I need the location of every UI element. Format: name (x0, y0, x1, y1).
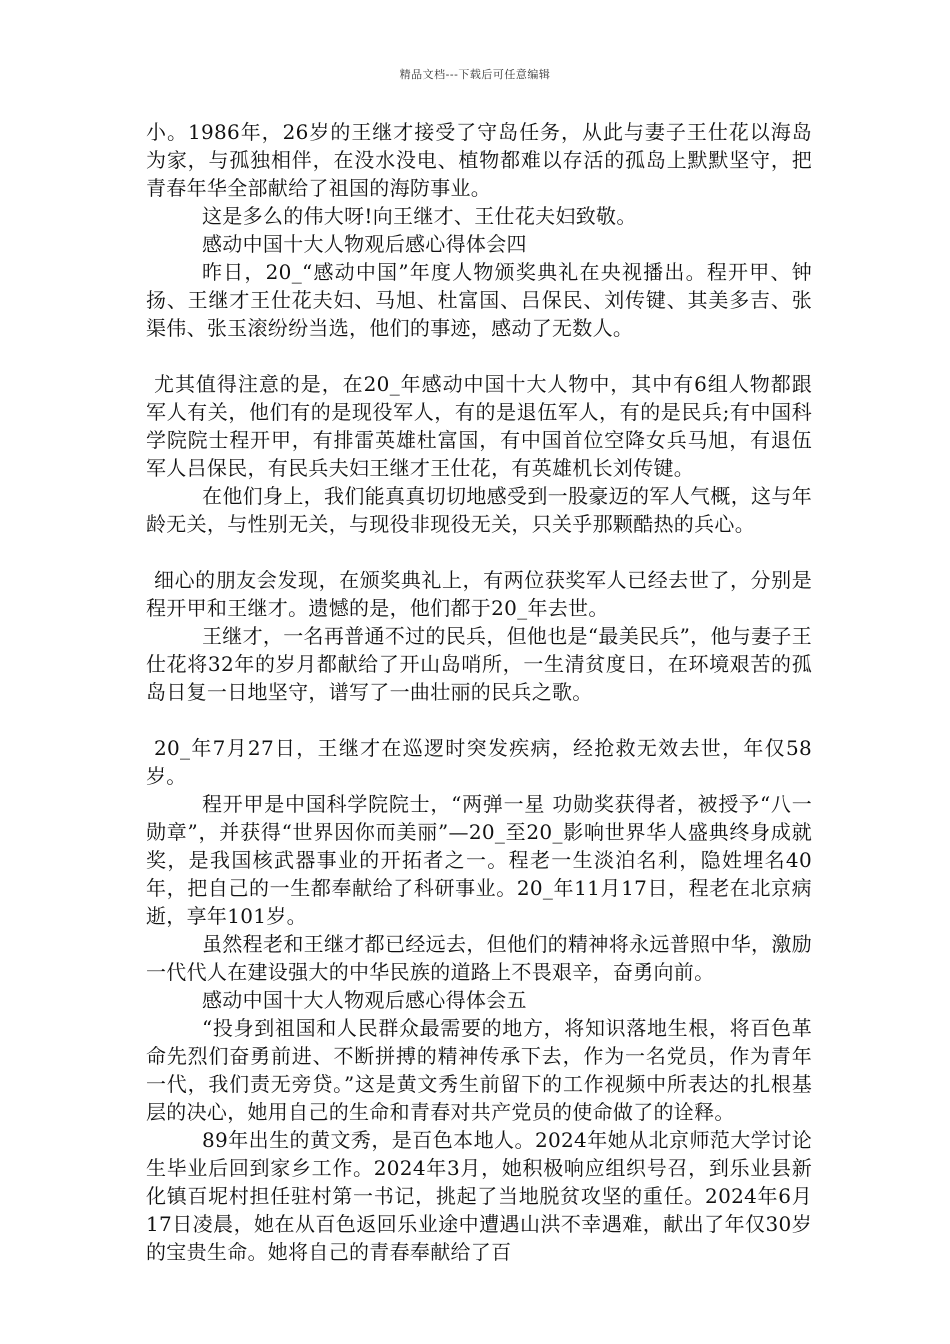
section-heading-4: 感动中国十大人物观后感心得体会四 (202, 232, 527, 256)
paragraph-10: 程开甲是中国科学院院士，“两弹一星 功勋奖获得者，被授予“八一勋章”，并获得“世界因你而美丽”—20_至20_影响世界华人盛典终身成就奖，是我国核武器事业的开拓者之一。程老一生淡泊名利，隐姓埋名40年，把自己的一生都奉献给了科研事业。20_年11月17日，程老在北京病逝，享年101岁。 (146, 792, 812, 928)
paragraph-4: 昨日，20_“感动中国”年度人物颁奖典礼在央视播出。程开甲、钟扬、王继才王仕花夫妇、马旭、杜富国、吕保民、刘传键、其美多吉、张渠伟、张玉滚纷纷当选，他们的事迹，感动了无数人。 (146, 260, 812, 340)
paragraph-5: 尤其值得注意的是，在20_年感动中国十大人物中，其中有6组人物都跟军人有关，他们有的是现役军人，有的是退伍军人，有的是民兵;有中国科学院院士程开甲，有排雷英雄杜富国，有中国首位空降女兵马旭，有退伍军人吕保民，有民兵夫妇王继才王仕花，有英雄机长刘传键。 (146, 372, 812, 480)
paragraph-13: “投身到祖国和人民群众最需要的地方，将知识落地生根，将百色革命先烈们奋勇前进、不断拼搏的精神传承下去，作为一名党员，作为青年一代，我们责无旁贷。”这是黄文秀生前留下的工作视频中所表达的扎根基层的决心，她用自己的生命和青春对共产党员的使命做了的诠释。 (146, 1016, 812, 1124)
paragraph-11: 虽然程老和王继才都已经远去，但他们的精神将永远普照中华，激励一代代人在建设强大的中华民族的道路上不畏艰辛，奋勇向前。 (146, 932, 812, 984)
section-heading-5: 感动中国十大人物观后感心得体会五 (202, 988, 527, 1012)
paragraph-2: 这是多么的伟大呀!向王继才、王仕花夫妇致敬。 (202, 204, 637, 228)
paragraph-8: 王继才，一名再普通不过的民兵，但他也是“最美民兵”，他与妻子王仕花将32年的岁月都献给了开山岛哨所，一生清贫度日，在环境艰苦的孤岛日复一日地坚守，谱写了一曲壮丽的民兵之歌。 (146, 624, 812, 704)
paragraph-1: 小。1986年，26岁的王继才接受了守岛任务，从此与妻子王仕花以海岛为家，与孤独相伴，在没水没电、植物都难以存活的孤岛上默默坚守，把青春年华全部献给了祖国的海防事业。 (146, 120, 812, 200)
page-header: 精品文档---下载后可任意编辑 (399, 68, 551, 81)
paragraph-6: 在他们身上，我们能真真切切地感受到一股豪迈的军人气概，这与年龄无关，与性别无关，与现役非现役无关，只关乎那颗酷热的兵心。 (146, 484, 812, 536)
paragraph-14: 89年出生的黄文秀，是百色本地人。2024年她从北京师范大学讨论生毕业后回到家乡工作。2024年3月，她积极响应组织号召，到乐业县新化镇百坭村担任驻村第一书记，挑起了当地脱贫攻坚的重任。2024年6月17日凌晨，她在从百色返回乐业途中遭遇山洪不幸遇难，献出了年仅30岁的宝贵生命。她将自己的青春奉献给了百 (146, 1128, 812, 1264)
document-body (146, 118, 812, 1266)
paragraph-9: 20_年7月27日，王继才在巡逻时突发疾病，经抢救无效去世，年仅58岁。 (146, 736, 812, 788)
paragraph-7: 细心的朋友会发现，在颁奖典礼上，有两位获奖军人已经去世了，分别是程开甲和王继才。遗憾的是，他们都于20_年去世。 (146, 568, 812, 620)
